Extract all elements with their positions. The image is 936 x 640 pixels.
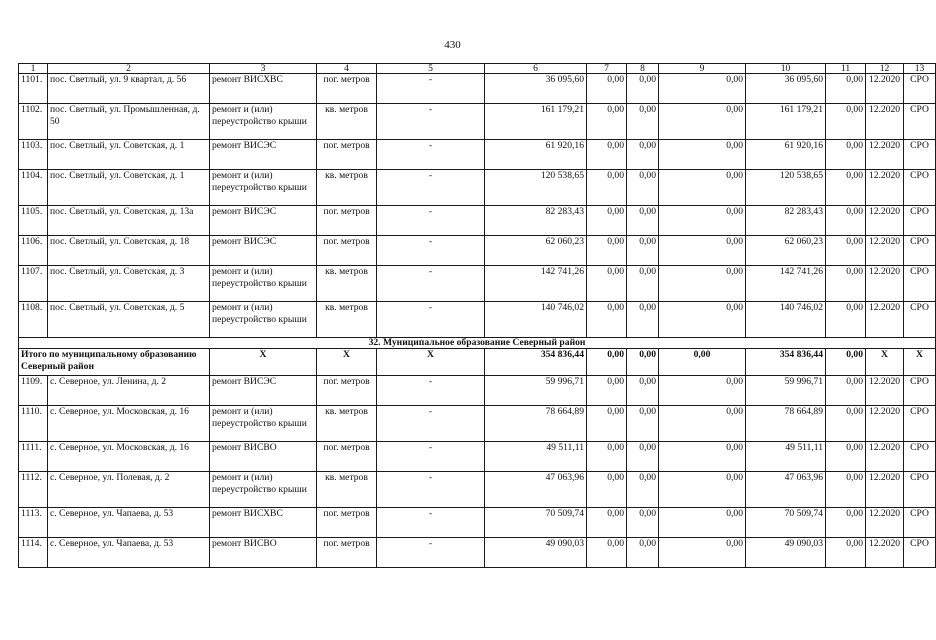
column-9-cell: 0,00 bbox=[659, 74, 746, 104]
municipality-total-row bbox=[19, 349, 936, 376]
row-number-cell: 1105. bbox=[19, 206, 48, 236]
total-c13-cell: X bbox=[904, 349, 936, 376]
column-11-cell: 0,00 bbox=[826, 236, 866, 266]
work-type-cell: ремонт ВИСВО bbox=[210, 538, 317, 568]
address-cell: с. Северное, ул. Чапаева, д. 53 bbox=[48, 508, 210, 538]
column-9-cell: 0,00 bbox=[659, 206, 746, 236]
column-header: 7 bbox=[587, 64, 627, 74]
total-c4-cell: X bbox=[317, 349, 377, 376]
unit-cell: кв. метров bbox=[317, 170, 377, 206]
method-cell: СРО bbox=[904, 206, 936, 236]
total-cost-cell: 78 664,89 bbox=[485, 406, 587, 442]
unit-cell: пог. метров bbox=[317, 508, 377, 538]
column-10-cell: 120 538,65 bbox=[746, 170, 826, 206]
column-10-cell: 140 746,02 bbox=[746, 302, 826, 338]
column-9-cell: 0,00 bbox=[659, 236, 746, 266]
work-type-cell: ремонт ВИСВО bbox=[210, 442, 317, 472]
work-type-cell: ремонт ВИСЭС bbox=[210, 236, 317, 266]
address-cell: с. Северное, ул. Московская, д. 16 bbox=[48, 406, 210, 442]
column-8-cell: 0,00 bbox=[627, 472, 659, 508]
total-c12-cell: X bbox=[866, 349, 904, 376]
unit-cell: кв. метров bbox=[317, 104, 377, 140]
column-7-cell: 0,00 bbox=[587, 140, 627, 170]
column-8-cell: 0,00 bbox=[627, 538, 659, 568]
work-type-cell: ремонт и (или) переустройство крыши bbox=[210, 472, 317, 508]
table-row bbox=[19, 74, 936, 104]
row-number-cell: 1101. bbox=[19, 74, 48, 104]
column-header: 9 bbox=[659, 64, 746, 74]
total-cost-cell: 82 283,43 bbox=[485, 206, 587, 236]
total-cost-cell: 161 179,21 bbox=[485, 104, 587, 140]
row-number-cell: 1103. bbox=[19, 140, 48, 170]
column-10-cell: 59 996,71 bbox=[746, 376, 826, 406]
column-11-cell: 0,00 bbox=[826, 376, 866, 406]
address-cell: пос. Светлый, ул. Промышленная, д. 50 bbox=[48, 104, 210, 140]
table-row bbox=[19, 442, 936, 472]
method-cell: СРО bbox=[904, 140, 936, 170]
row-number-cell: 1108. bbox=[19, 302, 48, 338]
address-cell: с. Северное, ул. Чапаева, д. 53 bbox=[48, 538, 210, 568]
column-11-cell: 0,00 bbox=[826, 538, 866, 568]
column-9-cell: 0,00 bbox=[659, 140, 746, 170]
total-label: Итого по муниципальному образованию Северный район bbox=[19, 349, 210, 376]
unit-cell: кв. метров bbox=[317, 302, 377, 338]
row-number-cell: 1109. bbox=[19, 376, 48, 406]
work-type-cell: ремонт ВИСЭС bbox=[210, 140, 317, 170]
column-11-cell: 0,00 bbox=[826, 508, 866, 538]
address-cell: пос. Светлый, ул. Советская, д. 1 bbox=[48, 140, 210, 170]
column-10-cell: 161 179,21 bbox=[746, 104, 826, 140]
column-5-cell: - bbox=[377, 302, 485, 338]
total-cost-cell: 62 060,23 bbox=[485, 236, 587, 266]
column-8-cell: 0,00 bbox=[627, 104, 659, 140]
address-cell: пос. Светлый, ул. Советская, д. 18 bbox=[48, 236, 210, 266]
column-7-cell: 0,00 bbox=[587, 442, 627, 472]
method-cell: СРО bbox=[904, 236, 936, 266]
deadline-cell: 12.2020 bbox=[866, 442, 904, 472]
column-10-cell: 36 095,60 bbox=[746, 74, 826, 104]
column-5-cell: - bbox=[377, 538, 485, 568]
column-7-cell: 0,00 bbox=[587, 236, 627, 266]
work-type-cell: ремонт ВИСЭС bbox=[210, 206, 317, 236]
method-cell: СРО bbox=[904, 302, 936, 338]
work-type-cell: ремонт и (или) переустройство крыши bbox=[210, 406, 317, 442]
deadline-cell: 12.2020 bbox=[866, 302, 904, 338]
deadline-cell: 12.2020 bbox=[866, 472, 904, 508]
address-cell: с. Северное, ул. Полевая, д. 2 bbox=[48, 472, 210, 508]
deadline-cell: 12.2020 bbox=[866, 206, 904, 236]
column-7-cell: 0,00 bbox=[587, 302, 627, 338]
column-7-cell: 0,00 bbox=[587, 170, 627, 206]
column-9-cell: 0,00 bbox=[659, 376, 746, 406]
unit-cell: пог. метров bbox=[317, 538, 377, 568]
deadline-cell: 12.2020 bbox=[866, 140, 904, 170]
work-type-cell: ремонт и (или) переустройство крыши bbox=[210, 170, 317, 206]
column-8-cell: 0,00 bbox=[627, 406, 659, 442]
deadline-cell: 12.2020 bbox=[866, 236, 904, 266]
column-7-cell: 0,00 bbox=[587, 508, 627, 538]
method-cell: СРО bbox=[904, 104, 936, 140]
column-8-cell: 0,00 bbox=[627, 206, 659, 236]
table-row bbox=[19, 302, 936, 338]
column-11-cell: 0,00 bbox=[826, 206, 866, 236]
column-header: 10 bbox=[746, 64, 826, 74]
column-5-cell: - bbox=[377, 236, 485, 266]
total-c10-cell: 354 836,44 bbox=[746, 349, 826, 376]
column-number-row bbox=[19, 64, 936, 74]
total-cost-cell: 49 511,11 bbox=[485, 442, 587, 472]
column-7-cell: 0,00 bbox=[587, 538, 627, 568]
column-11-cell: 0,00 bbox=[826, 266, 866, 302]
column-8-cell: 0,00 bbox=[627, 376, 659, 406]
column-10-cell: 78 664,89 bbox=[746, 406, 826, 442]
total-c9-cell: 0,00 bbox=[659, 349, 746, 376]
column-9-cell: 0,00 bbox=[659, 538, 746, 568]
total-c3-cell: X bbox=[210, 349, 317, 376]
method-cell: СРО bbox=[904, 538, 936, 568]
total-cost-cell: 120 538,65 bbox=[485, 170, 587, 206]
column-header: 1 bbox=[19, 64, 48, 74]
address-cell: пос. Светлый, ул. Советская, д. 3 bbox=[48, 266, 210, 302]
column-9-cell: 0,00 bbox=[659, 442, 746, 472]
column-10-cell: 47 063,96 bbox=[746, 472, 826, 508]
row-number-cell: 1104. bbox=[19, 170, 48, 206]
deadline-cell: 12.2020 bbox=[866, 406, 904, 442]
table-row bbox=[19, 266, 936, 302]
column-header: 12 bbox=[866, 64, 904, 74]
capital-repair-table bbox=[18, 63, 936, 568]
unit-cell: кв. метров bbox=[317, 406, 377, 442]
column-5-cell: - bbox=[377, 266, 485, 302]
row-number-cell: 1112. bbox=[19, 472, 48, 508]
column-header: 2 bbox=[48, 64, 210, 74]
row-number-cell: 1107. bbox=[19, 266, 48, 302]
column-11-cell: 0,00 bbox=[826, 472, 866, 508]
row-number-cell: 1113. bbox=[19, 508, 48, 538]
column-5-cell: - bbox=[377, 170, 485, 206]
column-header: 5 bbox=[377, 64, 485, 74]
work-type-cell: ремонт ВИСХВС bbox=[210, 74, 317, 104]
work-type-cell: ремонт и (или) переустройство крыши bbox=[210, 266, 317, 302]
column-10-cell: 142 741,26 bbox=[746, 266, 826, 302]
unit-cell: пог. метров bbox=[317, 442, 377, 472]
page-number: 430 bbox=[444, 39, 461, 51]
column-11-cell: 0,00 bbox=[826, 74, 866, 104]
table-row bbox=[19, 472, 936, 508]
total-cost-cell: 49 090,03 bbox=[485, 538, 587, 568]
deadline-cell: 12.2020 bbox=[866, 170, 904, 206]
total-c11-cell: 0,00 bbox=[826, 349, 866, 376]
column-11-cell: 0,00 bbox=[826, 140, 866, 170]
total-cost-cell: 47 063,96 bbox=[485, 472, 587, 508]
table-row bbox=[19, 206, 936, 236]
method-cell: СРО bbox=[904, 266, 936, 302]
column-9-cell: 0,00 bbox=[659, 170, 746, 206]
column-7-cell: 0,00 bbox=[587, 104, 627, 140]
column-10-cell: 70 509,74 bbox=[746, 508, 826, 538]
column-5-cell: - bbox=[377, 442, 485, 472]
method-cell: СРО bbox=[904, 508, 936, 538]
table-row bbox=[19, 538, 936, 568]
method-cell: СРО bbox=[904, 406, 936, 442]
row-number-cell: 1106. bbox=[19, 236, 48, 266]
total-c5-cell: X bbox=[377, 349, 485, 376]
table-row bbox=[19, 170, 936, 206]
deadline-cell: 12.2020 bbox=[866, 74, 904, 104]
work-type-cell: ремонт ВИСХВС bbox=[210, 508, 317, 538]
total-cost-cell: 142 741,26 bbox=[485, 266, 587, 302]
table-row bbox=[19, 140, 936, 170]
table-row bbox=[19, 406, 936, 442]
row-number-cell: 1102. bbox=[19, 104, 48, 140]
total-cost-cell: 140 746,02 bbox=[485, 302, 587, 338]
total-c6-cell: 354 836,44 bbox=[485, 349, 587, 376]
column-5-cell: - bbox=[377, 406, 485, 442]
method-cell: СРО bbox=[904, 170, 936, 206]
column-9-cell: 0,00 bbox=[659, 266, 746, 302]
deadline-cell: 12.2020 bbox=[866, 104, 904, 140]
column-header: 6 bbox=[485, 64, 587, 74]
method-cell: СРО bbox=[904, 442, 936, 472]
total-cost-cell: 36 095,60 bbox=[485, 74, 587, 104]
address-cell: пос. Светлый, ул. Советская, д. 5 bbox=[48, 302, 210, 338]
total-cost-cell: 59 996,71 bbox=[485, 376, 587, 406]
work-type-cell: ремонт и (или) переустройство крыши bbox=[210, 302, 317, 338]
deadline-cell: 12.2020 bbox=[866, 376, 904, 406]
work-type-cell: ремонт и (или) переустройство крыши bbox=[210, 104, 317, 140]
address-cell: с. Северное, ул. Московская, д. 16 bbox=[48, 442, 210, 472]
column-11-cell: 0,00 bbox=[826, 170, 866, 206]
table-row bbox=[19, 236, 936, 266]
section-heading-row bbox=[19, 338, 936, 349]
column-11-cell: 0,00 bbox=[826, 442, 866, 472]
table-row bbox=[19, 104, 936, 140]
column-11-cell: 0,00 bbox=[826, 406, 866, 442]
column-5-cell: - bbox=[377, 74, 485, 104]
method-cell: СРО bbox=[904, 74, 936, 104]
column-5-cell: - bbox=[377, 376, 485, 406]
column-10-cell: 61 920,16 bbox=[746, 140, 826, 170]
column-5-cell: - bbox=[377, 508, 485, 538]
column-7-cell: 0,00 bbox=[587, 472, 627, 508]
column-header: 13 bbox=[904, 64, 936, 74]
column-8-cell: 0,00 bbox=[627, 442, 659, 472]
column-5-cell: - bbox=[377, 104, 485, 140]
method-cell: СРО bbox=[904, 376, 936, 406]
unit-cell: кв. метров bbox=[317, 472, 377, 508]
column-7-cell: 0,00 bbox=[587, 74, 627, 104]
column-7-cell: 0,00 bbox=[587, 206, 627, 236]
deadline-cell: 12.2020 bbox=[866, 266, 904, 302]
column-header: 3 bbox=[210, 64, 317, 74]
address-cell: пос. Светлый, ул. Советская, д. 13а bbox=[48, 206, 210, 236]
column-9-cell: 0,00 bbox=[659, 302, 746, 338]
work-type-cell: ремонт ВИСЭС bbox=[210, 376, 317, 406]
column-7-cell: 0,00 bbox=[587, 266, 627, 302]
unit-cell: пог. метров bbox=[317, 74, 377, 104]
row-number-cell: 1114. bbox=[19, 538, 48, 568]
table-row bbox=[19, 376, 936, 406]
column-8-cell: 0,00 bbox=[627, 74, 659, 104]
column-9-cell: 0,00 bbox=[659, 508, 746, 538]
address-cell: пос. Светлый, ул. 9 квартал, д. 56 bbox=[48, 74, 210, 104]
unit-cell: пог. метров bbox=[317, 206, 377, 236]
column-9-cell: 0,00 bbox=[659, 406, 746, 442]
total-cost-cell: 61 920,16 bbox=[485, 140, 587, 170]
column-10-cell: 82 283,43 bbox=[746, 206, 826, 236]
column-5-cell: - bbox=[377, 206, 485, 236]
column-11-cell: 0,00 bbox=[826, 104, 866, 140]
address-cell: с. Северное, ул. Ленина, д. 2 bbox=[48, 376, 210, 406]
address-cell: пос. Светлый, ул. Советская, д. 1 bbox=[48, 170, 210, 206]
unit-cell: пог. метров bbox=[317, 140, 377, 170]
total-c7-cell: 0,00 bbox=[587, 349, 627, 376]
column-8-cell: 0,00 bbox=[627, 508, 659, 538]
column-header: 8 bbox=[627, 64, 659, 74]
column-5-cell: - bbox=[377, 140, 485, 170]
row-number-cell: 1111. bbox=[19, 442, 48, 472]
column-9-cell: 0,00 bbox=[659, 472, 746, 508]
section-title: 32. Муниципальное образование Северный район bbox=[19, 338, 936, 349]
column-5-cell: - bbox=[377, 472, 485, 508]
column-header: 11 bbox=[826, 64, 866, 74]
unit-cell: кв. метров bbox=[317, 266, 377, 302]
column-7-cell: 0,00 bbox=[587, 406, 627, 442]
column-8-cell: 0,00 bbox=[627, 302, 659, 338]
column-8-cell: 0,00 bbox=[627, 266, 659, 302]
column-header: 4 bbox=[317, 64, 377, 74]
column-8-cell: 0,00 bbox=[627, 140, 659, 170]
deadline-cell: 12.2020 bbox=[866, 508, 904, 538]
total-cost-cell: 70 509,74 bbox=[485, 508, 587, 538]
column-8-cell: 0,00 bbox=[627, 236, 659, 266]
total-c8-cell: 0,00 bbox=[627, 349, 659, 376]
column-10-cell: 49 090,03 bbox=[746, 538, 826, 568]
unit-cell: пог. метров bbox=[317, 236, 377, 266]
column-10-cell: 62 060,23 bbox=[746, 236, 826, 266]
deadline-cell: 12.2020 bbox=[866, 538, 904, 568]
column-7-cell: 0,00 bbox=[587, 376, 627, 406]
table-body bbox=[19, 64, 936, 568]
column-10-cell: 49 511,11 bbox=[746, 442, 826, 472]
unit-cell: пог. метров bbox=[317, 376, 377, 406]
column-9-cell: 0,00 bbox=[659, 104, 746, 140]
row-number-cell: 1110. bbox=[19, 406, 48, 442]
column-11-cell: 0,00 bbox=[826, 302, 866, 338]
table-row bbox=[19, 508, 936, 538]
column-8-cell: 0,00 bbox=[627, 170, 659, 206]
method-cell: СРО bbox=[904, 472, 936, 508]
